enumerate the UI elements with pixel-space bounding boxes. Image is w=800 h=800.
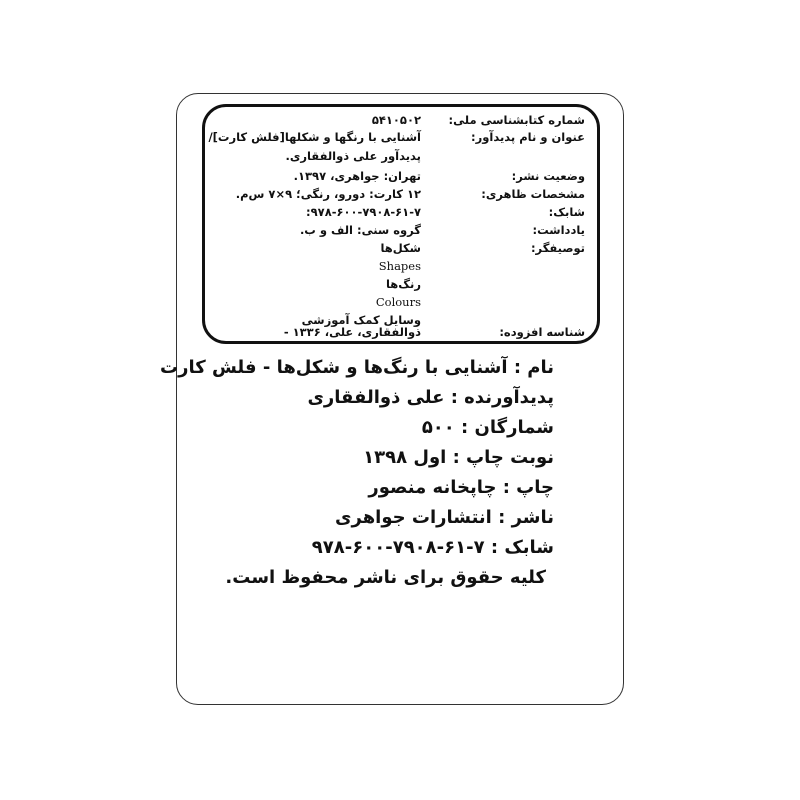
catalog-row-descriptor-3 [205, 275, 597, 293]
imprint-title: نام : آشنایی با رنگ‌ها و شکل‌ها - فلش کارت [160, 357, 554, 378]
imprint-isbn: شابک : ۷-۶۱-۷۹۰۸-۶۰۰-۹۷۸ [311, 537, 554, 558]
catalog-value: ۵۴۱۰۵۰۲ [371, 113, 421, 127]
imprint-copyright: کلیه حقوق برای ناشر محفوظ است. [225, 567, 546, 588]
imprint-edition: نوبت چاپ : اول ۱۳۹۸ [363, 447, 554, 468]
imprint-printer: چاپ : چاپخانه منصور [368, 477, 554, 498]
catalog-value: وسایل کمک آموزشی [301, 313, 421, 327]
catalog-row-title-cont [205, 147, 597, 165]
catalog-row-isbn [205, 203, 597, 221]
catalog-value: ۹۷۸-۶۰۰-۷۹۰۸-۶۱-۷: [306, 205, 421, 219]
catalog-label: وضعیت نشر: [511, 169, 585, 183]
catalog-value: ذوالفقاری، علی، ۱۳۳۶ - [283, 325, 421, 339]
catalog-row-publication [205, 167, 597, 185]
catalog-row-descriptor [205, 239, 597, 257]
catalog-value: Colours [375, 295, 421, 309]
catalog-value: رنگ‌ها [385, 277, 421, 291]
catalog-row-descriptor-4 [205, 293, 597, 311]
catalog-row-descriptor-2 [205, 257, 597, 275]
catalog-label: توصیفگر: [530, 241, 585, 255]
catalog-row-note [205, 221, 597, 239]
catalog-label: شماره کتابشناسی ملی: [448, 113, 585, 127]
cataloging-box [202, 104, 600, 344]
imprint-author: پدیدآورنده : علی ذوالفقاری [307, 387, 554, 408]
catalog-value: Shapes [378, 259, 421, 273]
catalog-label: یادداشت: [532, 223, 585, 237]
catalog-label: عنوان و نام پدیدآور: [471, 130, 585, 144]
catalog-label: شناسه افزوده: [499, 325, 585, 339]
imprint-print-run: شمارگان : ۵۰۰ [421, 417, 554, 438]
catalog-value: ۱۲ کارت: دورو، رنگی؛ ۹×۷ س‌م. [235, 187, 421, 201]
catalog-row-added-entry [205, 323, 597, 341]
catalog-label: شابک: [548, 205, 585, 219]
catalog-value: پدیدآور علی ذوالفقاری. [285, 149, 421, 163]
catalog-value: گروه سنی: الف و ب. [299, 223, 421, 237]
catalog-row-national-number [205, 111, 597, 129]
catalog-label: مشخصات ظاهری: [481, 187, 585, 201]
catalog-value: آشنایی با رنگها و شکلها[فلش کارت]/ [208, 130, 421, 144]
catalog-row-physical [205, 185, 597, 203]
catalog-row-title [205, 128, 597, 146]
imprint-publisher: ناشر : انتشارات جواهری [335, 507, 554, 528]
catalog-value: تهران: جواهری، ۱۳۹۷. [293, 169, 421, 183]
catalog-value: شکل‌ها [380, 241, 421, 255]
